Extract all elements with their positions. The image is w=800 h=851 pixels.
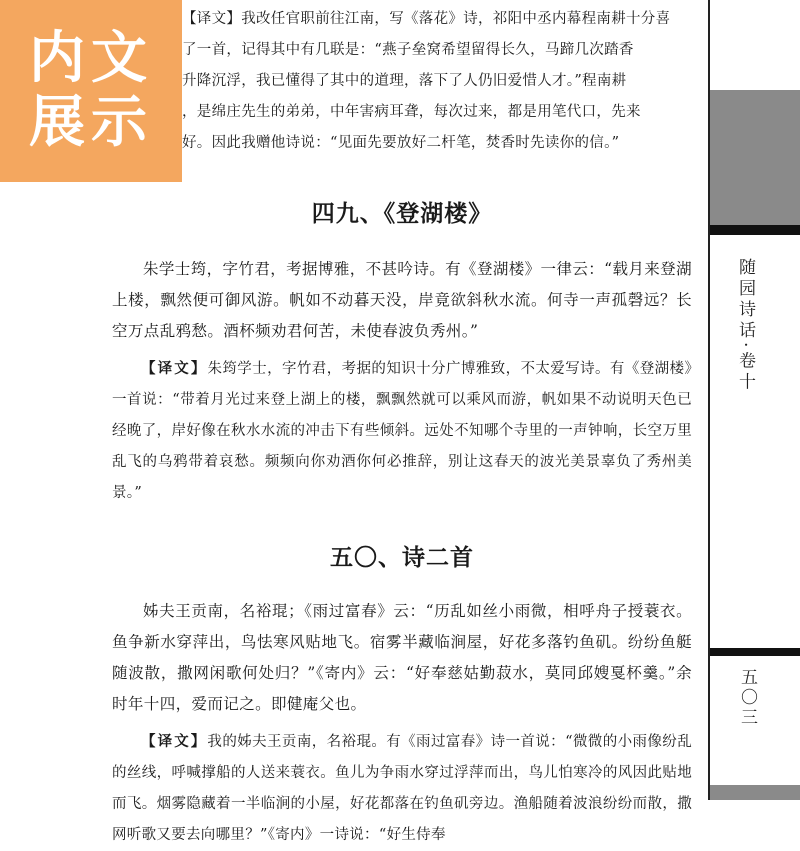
translation-tag: 【译文】 bbox=[141, 733, 208, 750]
translation-text: 我的姊夫王贡南，名裕琨。有《雨过富春》诗一首说：“微微的小雨像纷乱的丝线，呼喊撑船的人送来蓑衣。鱼儿为争雨水穿过浮萍而出，鸟儿怕寒冷的风因此贴地而飞。烟雾隐藏着一半临涧的小屋，好花都落在钓鱼矶旁边。渔船随着波浪纷纷而散，撒网听歌又要去向哪里？”《寄内》一诗说：“好生侍奉 bbox=[112, 734, 693, 843]
badge-line: 内文 bbox=[29, 26, 153, 91]
text-line: 好。因此我赠他诗说：“见面先要放好二杆笔，焚香时先读你的信。” bbox=[182, 135, 620, 151]
translation-tag: 【译文】 bbox=[141, 360, 208, 377]
margin-gray-block bbox=[710, 785, 800, 800]
translation-text: 朱筠学士，字竹君，考据的知识十分广博雅致，不太爱写诗。有《登湖楼》一首说：“带着月光过来登上湖上的楼，飘飘然就可以乘风而游，帆如果不动说明天色已经晚了，岸好像在秋水水流的冲击下有些倾斜。远处不知哪个寺里的一声钟响，长空万里乱飞的乌鸦带着哀愁。频频向你劝酒你何必推辞，别让这春天的波光美景辜负了秀州美景。” bbox=[112, 361, 693, 501]
page-margin bbox=[710, 0, 800, 800]
top-translation-block bbox=[112, 4, 692, 159]
original-text: 朱学士筠，字竹君，考据博雅，不甚吟诗。有《登湖楼》一律云：“载月来登湖上楼，飘然便可御风游。帆如不动暮天没，岸竟欲斜秋水流。何寺一声孤磬远？长空万点乱鸦愁。酒杯频劝君何苦，未使春波负秀州。” bbox=[112, 260, 692, 340]
content-preview-badge bbox=[0, 0, 182, 182]
text-line: ，是绵庄先生的弟弟，中年害病耳聋，每次过来，都是用笔代口，先来 bbox=[182, 104, 641, 120]
section-heading: 四九、《登湖楼》 bbox=[311, 201, 493, 227]
translation-paragraph bbox=[112, 726, 692, 851]
text-line: 升降沉浮，我已懂得了其中的道理，落下了人仍旧爱惜人才。”程南耕 bbox=[182, 73, 627, 89]
original-text: 姊夫王贡南，名裕琨；《雨过富春》云：“历乱如丝小雨微，相呼舟子授蓑衣。鱼争新水穿萍出，鸟怯寒风贴地飞。宿雾半藏临涧屋，好花多落钓鱼矶。纷纷鱼艇随波散，撒网闲歌何处归？”《寄内》云：“好奉慈姑勤菽水，莫同邱嫂戛杯羹。”余时年十四，爱而记之。即健庵父也。 bbox=[112, 602, 692, 713]
text-line: 了一首，记得其中有几联是：“燕子垒窝希望留得长久，马蹄几次踏香 bbox=[182, 42, 634, 58]
margin-black-bar bbox=[710, 648, 800, 656]
margin-gray-block bbox=[710, 90, 800, 225]
page-body bbox=[112, 0, 692, 851]
section-heading: 五〇、诗二首 bbox=[330, 545, 474, 571]
text-line: 【译文】我改任官职前往江南，写《落花》诗，祁阳中丞内幕程南耕十分喜 bbox=[182, 11, 671, 27]
margin-black-bar bbox=[710, 225, 800, 235]
badge-line: 展示 bbox=[29, 90, 153, 155]
translation-paragraph bbox=[112, 353, 692, 509]
running-title: 随园诗话·卷十 bbox=[735, 258, 755, 394]
page-number: 五〇三 bbox=[737, 668, 757, 728]
